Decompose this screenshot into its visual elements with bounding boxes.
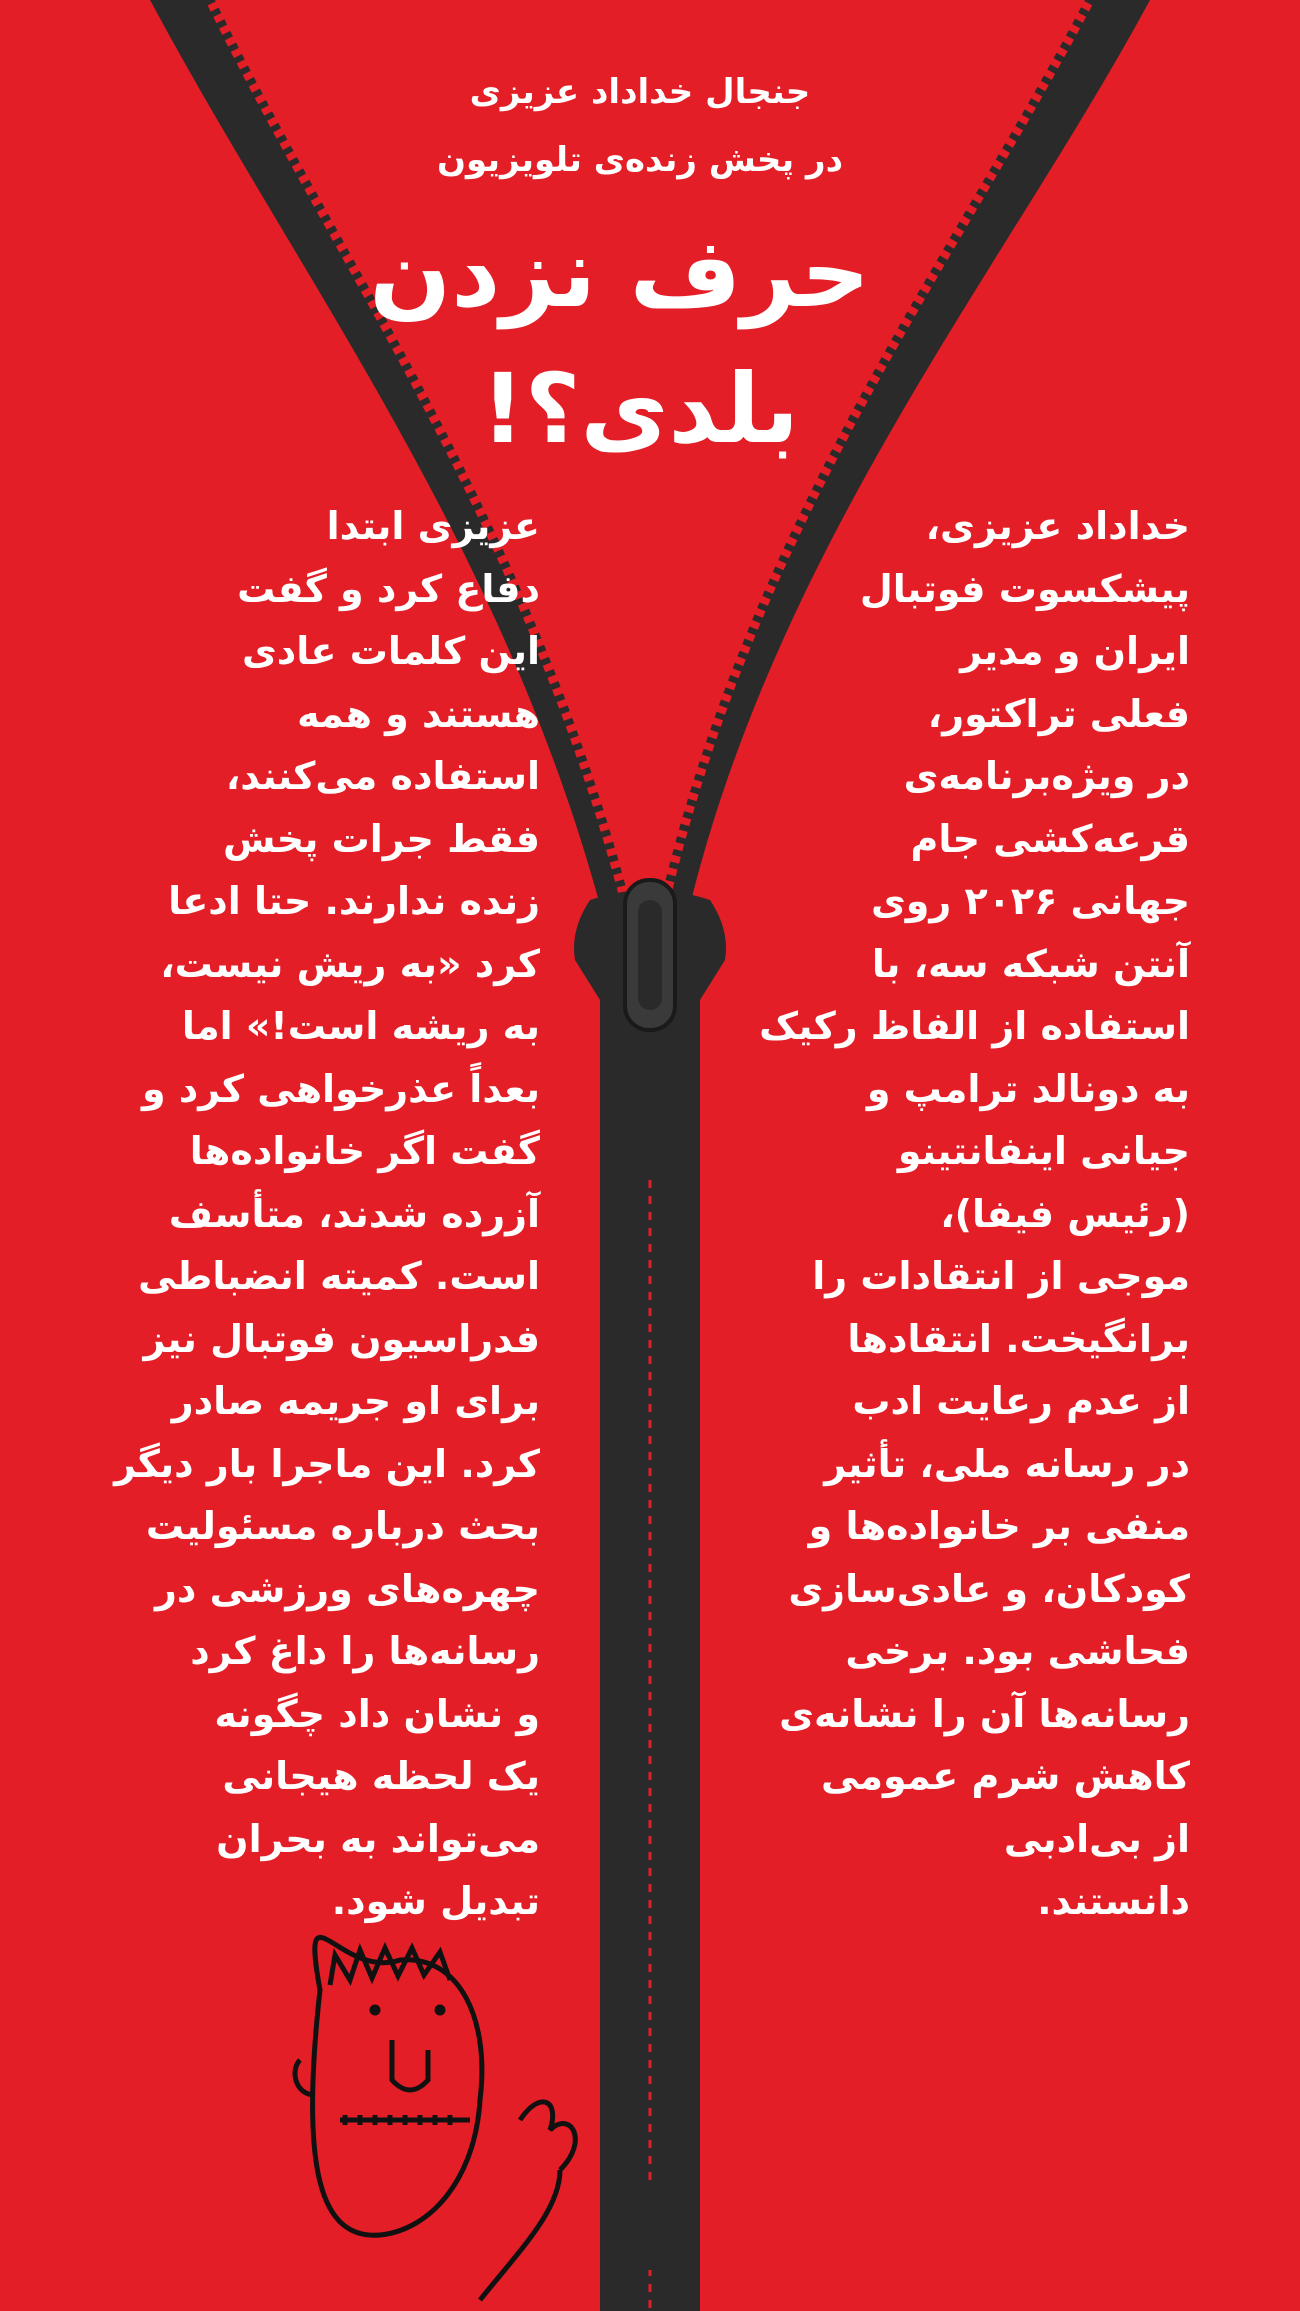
right-column-text [750, 495, 1190, 1933]
right-line: ایران و مدیر [960, 629, 1190, 673]
left-line: کرد. این ماجرا بار دیگر [114, 1441, 540, 1486]
right-line: از عدم رعایت ادب [852, 1379, 1190, 1423]
subtitle [400, 58, 880, 194]
left-line: عزیزی ابتدا [326, 504, 540, 548]
right-line: برانگیخت. انتقادها [847, 1316, 1190, 1361]
left-line: دفاع کرد و گفت [237, 566, 540, 611]
left-line: استفاده می‌کنند، [225, 754, 540, 798]
right-line: موجی از انتقادات را [812, 1254, 1190, 1298]
right-line: دانستند. [1037, 1879, 1190, 1923]
right-line: فحاشی بود. برخی [845, 1629, 1190, 1673]
right-line: فعلی تراکتور، [927, 691, 1190, 736]
left-line: فقط جرات پخش [223, 816, 540, 861]
subtitle-line-2: در پخش زنده‌ی تلویزیون [436, 140, 844, 180]
left-line: به ریشه است!» اما [181, 1004, 540, 1048]
cartoon-face-zipped-mouth [295, 1937, 575, 2300]
right-line: آنتن شبکه سه، با [871, 941, 1190, 986]
right-line: منفی بر خانواده‌ها و [808, 1504, 1190, 1548]
left-line: یک لحظه هیجانی [222, 1754, 540, 1798]
right-line: در رسانه ملی، تأثیر [824, 1441, 1190, 1486]
left-line: رسانه‌ها را داغ کرد [190, 1629, 540, 1673]
headline-line-2: بلدی؟! [480, 353, 800, 465]
right-line: استفاده از الفاظ رکیک [759, 1004, 1190, 1048]
right-line: پیشکسوت فوتبال [859, 566, 1190, 611]
right-line: به دونالد ترامپ و [866, 1066, 1190, 1111]
left-line: کرد «به ریش نیست، [160, 941, 540, 986]
left-line: هستند و همه [297, 691, 540, 736]
right-line: قرعه‌کشی جام [910, 816, 1190, 861]
left-line: آزرده شدند، متأسف [168, 1191, 540, 1236]
headline-line-1: حرف نزدن [369, 217, 870, 329]
right-line: در ویژه‌برنامه‌ی [903, 754, 1190, 798]
left-line: برای او جریمه صادر [171, 1379, 540, 1423]
headline [369, 205, 870, 477]
right-line: جیانی اینفانتینو [897, 1129, 1190, 1173]
left-line: تبدیل شود. [331, 1879, 540, 1923]
right-line: (رئیس فیفا)، [940, 1191, 1190, 1236]
subtitle-line-1: جنجال خداداد عزیزی [469, 72, 811, 112]
left-line: و نشان داد چگونه [214, 1691, 540, 1736]
left-column-text [110, 495, 540, 1933]
left-line: چهره‌های ورزشی در [154, 1566, 540, 1611]
left-line: بحث درباره مسئولیت [145, 1504, 540, 1548]
left-line: این کلمات عادی [241, 629, 540, 673]
right-line: از بی‌ادبی [1003, 1816, 1190, 1861]
left-line: زنده ندارند. حتا ادعا [168, 879, 540, 923]
right-line: رسانه‌ها آن را نشانه‌ی [779, 1691, 1190, 1736]
left-line: می‌تواند به بحران [216, 1816, 540, 1861]
left-line: است. کمیته انضباطی [138, 1254, 540, 1298]
left-line: گفت اگر خانواده‌ها [189, 1129, 540, 1173]
left-line: بعداً عذرخواهی کرد و [141, 1066, 540, 1111]
left-line: فدراسیون فوتبال نیز [143, 1316, 540, 1361]
right-line: کودکان، و عادی‌سازی [788, 1566, 1190, 1611]
right-line: خداداد عزیزی، [925, 504, 1190, 548]
right-line: جهانی ۲۰۲۶ روی [870, 879, 1190, 923]
right-line: کاهش شرم عمومی [821, 1754, 1190, 1798]
